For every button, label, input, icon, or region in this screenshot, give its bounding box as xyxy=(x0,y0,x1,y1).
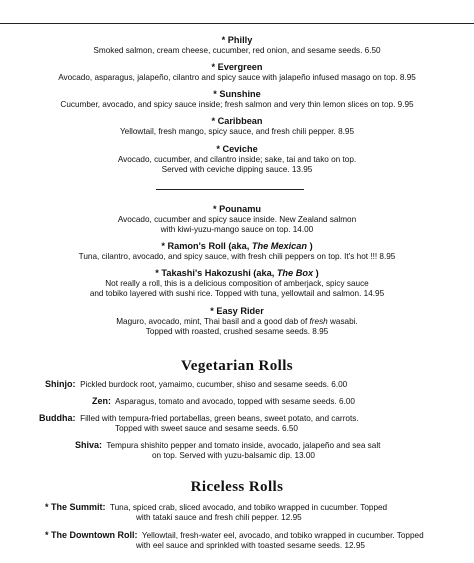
roll-ceviche xyxy=(0,144,474,176)
riceless-item-the-downtown-roll xyxy=(45,530,424,541)
veg-item-zen xyxy=(92,396,355,407)
roll-philly xyxy=(0,35,474,56)
roll-takashis-hakozushi xyxy=(0,268,474,300)
roll-description: Not really a roll, this is a delicious composition of amberjack, spicy sauce xyxy=(105,279,369,288)
veg-item-description: Tempura shishito pepper and tomato inside, avocado, jalapeño and sea salt xyxy=(106,441,381,450)
roll-description: with kiwi-yuzu-mango sauce on top. 14.00 xyxy=(160,225,314,235)
veg-item-description: Filled with tempura-fried portabellas, green beans, sweet potato, and carrots. xyxy=(80,414,359,423)
roll-description: Smoked salmon, cream cheese, cucumber, red onion, and sesame seeds. 6.50 xyxy=(93,46,381,55)
roll-pounamu xyxy=(0,204,474,236)
roll-description: Tuna, cilantro, avocado, and spicy sauce, with fresh chili peppers on top. It's hot !!! 8.95 xyxy=(78,252,396,261)
veg-item-name: Zen: xyxy=(92,396,111,406)
roll-ramons xyxy=(0,241,474,262)
veg-item-shiva xyxy=(75,440,380,451)
riceless-item-the-downtown-roll-continued: with eel sauce and sprinkled with toasted sesame seeds. 12.95 xyxy=(136,541,365,550)
roll-description: Avocado, cucumber and spicy sauce inside. New Zealand salmon xyxy=(117,215,357,224)
section-divider xyxy=(156,189,304,190)
roll-easy-rider xyxy=(0,306,474,338)
riceless-item-the-summit xyxy=(45,502,387,513)
roll-description: Avocado, cucumber, and cilantro inside; sake, tai and tako on top. xyxy=(117,155,357,164)
roll-name: * Ceviche xyxy=(216,144,258,154)
roll-description: Maguro, avocado, mint, Thai basil and a good dab of fresh wasabi. xyxy=(116,317,358,326)
roll-description: Cucumber, avocado, and spicy sauce inside; fresh salmon and very thin lemon slices on top. 9.95 xyxy=(60,100,414,109)
roll-name: * Evergreen xyxy=(211,62,263,72)
riceless-rolls-heading: Riceless Rolls xyxy=(190,479,284,495)
roll-name: * Ramon's Roll (aka, The Mexican ) xyxy=(161,241,313,251)
riceless-item-name: * The Summit: xyxy=(45,502,106,512)
roll-caribbean xyxy=(0,116,474,137)
riceless-item-description: Yellowtail, fresh-water eel, avocado, and tobiko wrapped in cucumber. Topped xyxy=(141,531,424,540)
roll-name: * Sunshine xyxy=(213,89,261,99)
roll-name: * Takashi's Hakozushi (aka, The Box ) xyxy=(155,268,319,278)
veg-item-buddha-continued: Topped with sweet sauce and sesame seeds. 6.50 xyxy=(115,424,298,433)
roll-evergreen xyxy=(0,62,474,83)
roll-description: Yellowtail, fresh mango, spicy sauce, and fresh chili pepper. 8.95 xyxy=(119,127,355,136)
roll-description: Avocado, asparagus, jalapeño, cilantro and spicy sauce with jalapeño infused masago on top. 8.95 xyxy=(58,73,416,82)
vegetarian-rolls-heading: Vegetarian Rolls xyxy=(180,358,294,374)
riceless-item-description: Tuna, spiced crab, sliced avocado, and tobiko wrapped in cucumber. Topped xyxy=(109,503,388,512)
veg-item-description: Pickled burdock root, yamaimo, cucumber, shiso and sesame seeds. 6.00 xyxy=(80,380,348,389)
veg-item-name: Buddha: xyxy=(39,413,76,423)
veg-item-shiva-continued: on top. Served with yuzu-balsamic dip. 13.00 xyxy=(152,451,315,460)
roll-name: * Pounamu xyxy=(213,204,261,214)
veg-item-description: Asparagus, tomato and avocado, topped with sesame seeds. 6.00 xyxy=(115,397,355,406)
roll-description: Topped with roasted, crushed sesame seeds. 8.95 xyxy=(145,327,329,337)
veg-item-name: Shiva: xyxy=(75,440,103,450)
veg-item-name: Shinjo: xyxy=(45,379,76,389)
riceless-item-name: * The Downtown Roll: xyxy=(45,530,138,540)
roll-name: * Philly xyxy=(221,35,253,45)
veg-item-buddha xyxy=(39,413,359,424)
roll-description: Served with ceviche dipping sauce. 13.95 xyxy=(161,165,313,175)
riceless-item-the-summit-continued: with tataki sauce and fresh chili pepper. 12.95 xyxy=(136,513,302,522)
top-divider xyxy=(0,23,474,24)
roll-description: and tobiko layered with sushi rice. Topped with tuna, yellowtail and salmon. 14.95 xyxy=(89,289,385,299)
roll-sunshine xyxy=(0,89,474,110)
veg-item-shinjo xyxy=(45,379,347,390)
roll-name: * Caribbean xyxy=(211,116,263,126)
roll-name: * Easy Rider xyxy=(210,306,264,316)
